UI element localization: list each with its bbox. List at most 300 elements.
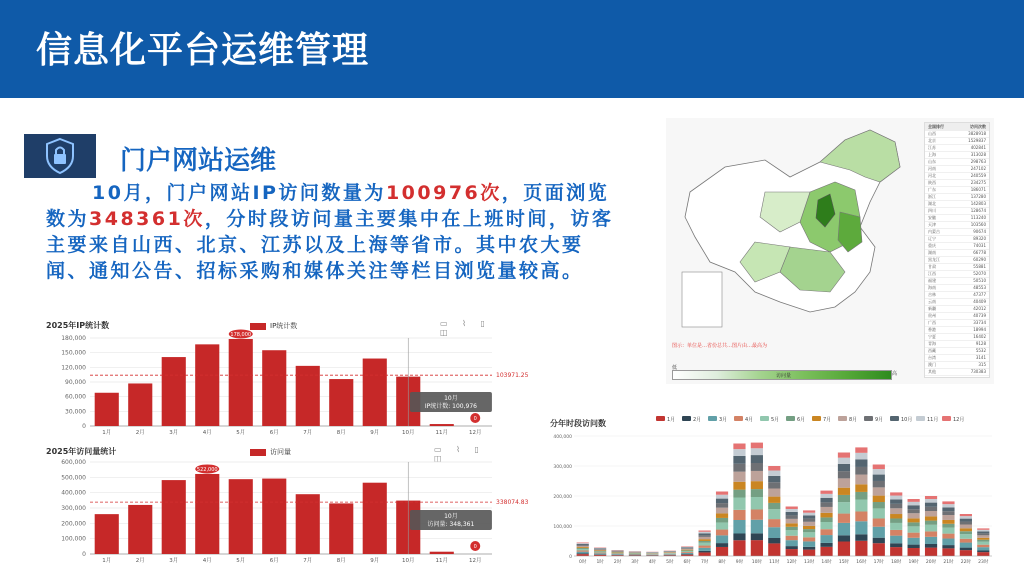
stack-segment[interactable] <box>960 550 972 556</box>
stack-segment[interactable] <box>925 525 937 532</box>
stack-segment[interactable] <box>664 554 676 555</box>
stack-segment[interactable] <box>681 551 693 552</box>
stack-segment[interactable] <box>594 554 606 555</box>
stack-segment[interactable] <box>803 526 815 529</box>
stack-segment[interactable] <box>786 519 798 523</box>
stack-segment[interactable] <box>908 499 920 502</box>
y-tick-label: 30,000 <box>65 408 86 416</box>
stack-segment[interactable] <box>873 475 885 481</box>
stack-segment[interactable] <box>716 530 728 536</box>
stack-segment[interactable] <box>960 539 972 543</box>
stack-segment[interactable] <box>855 453 867 460</box>
stack-segment[interactable] <box>908 502 920 505</box>
stack-segment[interactable] <box>820 535 832 543</box>
stack-segment[interactable] <box>977 530 989 532</box>
stack-segment[interactable] <box>716 547 728 556</box>
stack-segment[interactable] <box>820 517 832 522</box>
stack-segment[interactable] <box>716 535 728 543</box>
stack-segment[interactable] <box>786 530 798 535</box>
stack-segment[interactable] <box>768 543 780 556</box>
stack-segment[interactable] <box>960 548 972 551</box>
stack-segment[interactable] <box>925 516 937 520</box>
stack-segment[interactable] <box>873 508 885 518</box>
bar[interactable] <box>296 494 320 554</box>
bar[interactable] <box>363 359 387 426</box>
stack-segment[interactable] <box>890 547 902 556</box>
stack-segment[interactable] <box>977 552 989 556</box>
stack-segment[interactable] <box>855 500 867 512</box>
stack-segment[interactable] <box>577 544 589 545</box>
stack-segment[interactable] <box>925 531 937 536</box>
bar[interactable] <box>430 552 454 554</box>
stack-segment[interactable] <box>925 537 937 544</box>
stack-segment[interactable] <box>942 520 954 524</box>
stack-segment[interactable] <box>699 548 711 551</box>
stack-segment[interactable] <box>838 478 850 487</box>
stack-segment[interactable] <box>942 534 954 539</box>
stack-segment[interactable] <box>733 444 745 450</box>
stack-segment[interactable] <box>629 554 641 555</box>
stack-segment[interactable] <box>768 489 780 497</box>
stack-segment[interactable] <box>577 548 589 549</box>
legend-swatch[interactable] <box>708 416 717 421</box>
stack-segment[interactable] <box>855 521 867 534</box>
stack-segment[interactable] <box>960 519 972 522</box>
stack-segment[interactable] <box>681 550 693 551</box>
y-tick-label: 180,000 <box>61 335 86 342</box>
stack-segment[interactable] <box>577 543 589 544</box>
stack-segment[interactable] <box>699 535 711 537</box>
stack-segment[interactable] <box>803 510 815 512</box>
stack-segment[interactable] <box>838 471 850 478</box>
stack-segment[interactable] <box>855 459 867 467</box>
stack-segment[interactable] <box>733 490 745 498</box>
stack-segment[interactable] <box>594 551 606 552</box>
stack-segment[interactable] <box>594 552 606 553</box>
stack-segment[interactable] <box>786 507 798 509</box>
legend-swatch[interactable] <box>812 416 821 421</box>
stack-segment[interactable] <box>594 553 606 554</box>
ranking-visits: 66778 <box>973 250 986 255</box>
stack-segment[interactable] <box>577 549 589 550</box>
stack-segment[interactable] <box>786 546 798 549</box>
stack-segment[interactable] <box>733 520 745 534</box>
stack-segment[interactable] <box>751 540 763 556</box>
stack-segment[interactable] <box>751 481 763 489</box>
x-tick-label: 12月 <box>469 430 482 436</box>
stack-segment[interactable] <box>768 527 780 538</box>
stack-segment[interactable] <box>733 498 745 510</box>
stack-segment[interactable] <box>577 546 589 547</box>
stack-segment[interactable] <box>873 527 885 538</box>
stack-segment[interactable] <box>855 447 867 452</box>
stack-segment[interactable] <box>960 514 972 516</box>
stack-segment[interactable] <box>873 487 885 495</box>
stack-segment[interactable] <box>577 543 589 544</box>
stack-segment[interactable] <box>960 516 972 519</box>
stack-segment[interactable] <box>803 537 815 541</box>
stack-segment[interactable] <box>786 523 798 526</box>
stack-segment[interactable] <box>977 550 989 552</box>
stack-segment[interactable] <box>942 501 954 504</box>
stack-segment[interactable] <box>751 533 763 540</box>
stack-segment[interactable] <box>838 458 850 464</box>
stack-segment[interactable] <box>803 541 815 546</box>
stack-segment[interactable] <box>629 554 641 555</box>
bar[interactable] <box>95 393 119 426</box>
stack-segment[interactable] <box>699 533 711 535</box>
stack-segment[interactable] <box>925 548 937 556</box>
stack-segment[interactable] <box>803 519 815 522</box>
stack-segment[interactable] <box>890 499 902 503</box>
stack-segment[interactable] <box>716 503 728 508</box>
stack-segment[interactable] <box>577 547 589 548</box>
stack-segment[interactable] <box>699 541 711 543</box>
stack-segment[interactable] <box>716 492 728 495</box>
stack-segment[interactable] <box>838 542 850 556</box>
stack-segment[interactable] <box>925 507 937 511</box>
stack-segment[interactable] <box>768 519 780 527</box>
stack-segment[interactable] <box>908 505 920 509</box>
stack-segment[interactable] <box>716 518 728 523</box>
ranking-row <box>925 208 989 215</box>
stack-segment[interactable] <box>768 466 780 471</box>
stack-segment[interactable] <box>977 531 989 533</box>
x-tick-label: 1月 <box>102 430 112 436</box>
stack-segment[interactable] <box>786 509 798 512</box>
stack-segment[interactable] <box>942 539 954 546</box>
stack-segment[interactable] <box>716 495 728 499</box>
stack-segment[interactable] <box>681 550 693 551</box>
stack-segment[interactable] <box>960 543 972 548</box>
stack-segment[interactable] <box>577 550 589 551</box>
legend-swatch[interactable] <box>864 416 873 421</box>
stack-segment[interactable] <box>977 538 989 540</box>
stack-segment[interactable] <box>960 522 972 525</box>
stack-segment[interactable] <box>855 534 867 541</box>
chart-toolbox[interactable]: ▭ ⌇ ▯ ◫ <box>440 319 491 337</box>
stack-segment[interactable] <box>751 463 763 471</box>
stack-segment[interactable] <box>681 554 693 555</box>
bar[interactable] <box>162 480 186 554</box>
stack-segment[interactable] <box>908 533 920 538</box>
stack-segment[interactable] <box>838 523 850 535</box>
stack-segment[interactable] <box>699 546 711 548</box>
legend-swatch[interactable] <box>838 416 847 421</box>
stack-segment[interactable] <box>820 547 832 556</box>
stack-segment[interactable] <box>838 535 850 541</box>
stack-segment[interactable] <box>681 547 693 548</box>
stack-segment[interactable] <box>786 515 798 518</box>
stack-segment[interactable] <box>699 552 711 556</box>
bar[interactable] <box>229 479 253 554</box>
stack-segment[interactable] <box>890 492 902 495</box>
stack-segment[interactable] <box>855 467 867 475</box>
stack-segment[interactable] <box>820 502 832 507</box>
stack-segment[interactable] <box>733 482 745 490</box>
stack-segment[interactable] <box>977 547 989 550</box>
x-tick-label: 4月 <box>202 558 212 564</box>
ranking-table-header <box>925 123 989 131</box>
stack-segment[interactable] <box>803 529 815 532</box>
legend-swatch[interactable] <box>682 416 691 421</box>
stack-segment[interactable] <box>611 554 623 555</box>
stack-segment[interactable] <box>786 540 798 546</box>
stack-segment[interactable] <box>960 528 972 531</box>
stack-segment[interactable] <box>855 484 867 492</box>
stack-segment[interactable] <box>855 475 867 485</box>
stack-segment[interactable] <box>873 469 885 474</box>
stack-segment[interactable] <box>594 548 606 549</box>
stack-segment[interactable] <box>751 443 763 449</box>
stack-segment[interactable] <box>681 548 693 549</box>
legend-label: 4月 <box>745 417 754 423</box>
stack-segment[interactable] <box>855 511 867 521</box>
stack-segment[interactable] <box>890 523 902 530</box>
stack-segment[interactable] <box>942 507 954 511</box>
legend-swatch[interactable] <box>786 416 795 421</box>
bar[interactable] <box>430 424 454 426</box>
stack-segment[interactable] <box>942 504 954 507</box>
stack-segment[interactable] <box>733 534 745 541</box>
stack-segment[interactable] <box>925 544 937 548</box>
stack-segment[interactable] <box>716 522 728 529</box>
stack-segment[interactable] <box>733 464 745 472</box>
stack-segment[interactable] <box>577 545 589 546</box>
stack-segment[interactable] <box>803 547 815 550</box>
bar[interactable] <box>95 514 119 554</box>
stack-segment[interactable] <box>768 503 780 509</box>
bar[interactable] <box>262 350 286 426</box>
stack-segment[interactable] <box>977 540 989 542</box>
stack-segment[interactable] <box>611 552 623 553</box>
max-marker-label: 522,000 <box>196 466 218 473</box>
stack-segment[interactable] <box>873 518 885 526</box>
stack-segment[interactable] <box>699 532 711 534</box>
stack-segment[interactable] <box>873 543 885 556</box>
stack-segment[interactable] <box>716 499 728 504</box>
stack-segment[interactable] <box>786 512 798 515</box>
stack-segment[interactable] <box>855 492 867 500</box>
stack-segment[interactable] <box>768 509 780 519</box>
stack-segment[interactable] <box>942 524 954 528</box>
stack-segment[interactable] <box>838 488 850 495</box>
stack-segment[interactable] <box>925 521 937 525</box>
stack-segment[interactable] <box>751 471 763 481</box>
stack-segment[interactable] <box>751 489 763 497</box>
stack-segment[interactable] <box>751 510 763 520</box>
stack-segment[interactable] <box>890 536 902 544</box>
stack-segment[interactable] <box>908 513 920 518</box>
stack-segment[interactable] <box>768 476 780 482</box>
stack-segment[interactable] <box>820 513 832 518</box>
stack-segment[interactable] <box>925 511 937 516</box>
stack-segment[interactable] <box>942 515 954 520</box>
stack-segment[interactable] <box>664 553 676 554</box>
stack-segment[interactable] <box>699 543 711 546</box>
stack-segment[interactable] <box>890 514 902 518</box>
stack-segment[interactable] <box>786 549 798 556</box>
stack-segment[interactable] <box>977 533 989 535</box>
bar[interactable] <box>262 479 286 554</box>
ranking-province: 内蒙古 <box>928 229 940 234</box>
stack-segment[interactable] <box>873 502 885 508</box>
stack-segment[interactable] <box>716 508 728 514</box>
stack-segment[interactable] <box>751 497 763 509</box>
stack-segment[interactable] <box>751 455 763 463</box>
stack-segment[interactable] <box>820 491 832 494</box>
stack-segment[interactable] <box>768 471 780 476</box>
bar[interactable] <box>363 483 387 554</box>
stack-segment[interactable] <box>646 555 658 556</box>
stack-segment[interactable] <box>942 548 954 556</box>
stack-segment[interactable] <box>890 508 902 514</box>
stack-segment[interactable] <box>786 536 798 540</box>
stack-segment[interactable] <box>803 532 815 537</box>
stack-segment[interactable] <box>594 550 606 551</box>
stack-segment[interactable] <box>733 449 745 456</box>
bar[interactable] <box>229 339 253 426</box>
stack-segment[interactable] <box>594 549 606 550</box>
stack-segment[interactable] <box>611 553 623 554</box>
ranking-visits: 240559 <box>970 173 986 178</box>
stack-segment[interactable] <box>908 509 920 513</box>
stack-segment[interactable] <box>942 511 954 515</box>
stack-segment[interactable] <box>925 503 937 507</box>
stack-segment[interactable] <box>699 531 711 532</box>
stack-segment[interactable] <box>681 547 693 548</box>
stack-segment[interactable] <box>611 554 623 555</box>
ranking-province: 河北 <box>928 173 936 178</box>
stack-segment[interactable] <box>594 550 606 551</box>
legend-label: 2月 <box>693 417 702 423</box>
stack-segment[interactable] <box>977 545 989 547</box>
stack-segment[interactable] <box>699 537 711 539</box>
chart-toolbox[interactable]: ▭ ⌇ ▯ ◫ <box>434 445 485 463</box>
legend-swatch[interactable] <box>890 416 899 421</box>
legend-swatch[interactable] <box>942 416 951 421</box>
stack-segment[interactable] <box>942 545 954 548</box>
stack-segment[interactable] <box>890 504 902 508</box>
bar[interactable] <box>195 474 219 554</box>
stack-segment[interactable] <box>803 515 815 518</box>
stack-segment[interactable] <box>699 551 711 553</box>
stack-segment[interactable] <box>820 498 832 503</box>
stack-segment[interactable] <box>977 542 989 545</box>
x-tick-label: 2时 <box>613 560 622 565</box>
stack-segment[interactable] <box>838 464 850 471</box>
stack-segment[interactable] <box>925 499 937 503</box>
stack-segment[interactable] <box>733 540 745 556</box>
ranking-province: 贵州 <box>928 313 936 318</box>
bar[interactable] <box>195 344 219 426</box>
stack-segment[interactable] <box>873 481 885 487</box>
stack-segment[interactable] <box>855 541 867 556</box>
stack-segment[interactable] <box>908 545 920 548</box>
stack-segment[interactable] <box>681 553 693 554</box>
stack-segment[interactable] <box>838 514 850 523</box>
stack-segment[interactable] <box>960 525 972 529</box>
stack-segment[interactable] <box>942 528 954 534</box>
stack-segment[interactable] <box>681 549 693 550</box>
stack-segment[interactable] <box>803 522 815 526</box>
stack-segment[interactable] <box>716 513 728 518</box>
stack-segment[interactable] <box>873 465 885 470</box>
stack-segment[interactable] <box>838 495 850 502</box>
stack-segment[interactable] <box>733 472 745 482</box>
stack-segment[interactable] <box>820 529 832 535</box>
china-map-icon[interactable] <box>670 122 920 342</box>
stack-segment[interactable] <box>890 518 902 522</box>
stack-segment[interactable] <box>733 456 745 464</box>
stack-segment[interactable] <box>786 527 798 530</box>
bar[interactable] <box>128 505 152 554</box>
stack-segment[interactable] <box>908 538 920 545</box>
legend-swatch[interactable] <box>916 416 925 421</box>
ranking-visits: 40409 <box>973 299 986 304</box>
stack-segment[interactable] <box>768 497 780 503</box>
stack-segment[interactable] <box>873 496 885 502</box>
stack-segment[interactable] <box>960 531 972 534</box>
stack-segment[interactable] <box>820 522 832 529</box>
stack-segment[interactable] <box>751 448 763 455</box>
ranking-province: 四川 <box>928 208 936 213</box>
ranking-visits: 137280 <box>970 194 986 199</box>
stack-segment[interactable] <box>908 522 920 526</box>
x-tick-label: 6月 <box>269 558 279 564</box>
stack-segment[interactable] <box>925 496 937 499</box>
stack-segment[interactable] <box>908 518 920 522</box>
stack-segment[interactable] <box>733 510 745 520</box>
stack-segment[interactable] <box>751 520 763 534</box>
stack-segment[interactable] <box>594 549 606 550</box>
bar[interactable] <box>162 357 186 426</box>
stack-segment[interactable] <box>820 543 832 547</box>
stack-segment[interactable] <box>803 513 815 516</box>
bar[interactable] <box>128 383 152 426</box>
stack-segment[interactable] <box>908 526 920 532</box>
stack-segment[interactable] <box>803 550 815 556</box>
stack-segment[interactable] <box>890 530 902 536</box>
bar[interactable] <box>329 503 353 554</box>
stack-segment[interactable] <box>594 553 606 554</box>
stack-segment[interactable] <box>820 494 832 498</box>
stack-segment[interactable] <box>768 538 780 543</box>
stack-segment[interactable] <box>908 548 920 556</box>
stack-segment[interactable] <box>699 539 711 541</box>
stack-segment[interactable] <box>873 538 885 543</box>
bar[interactable] <box>329 379 353 426</box>
stack-segment[interactable] <box>681 552 693 553</box>
ranking-row <box>925 278 989 285</box>
stack-segment[interactable] <box>977 528 989 529</box>
stack-segment[interactable] <box>577 553 589 554</box>
stack-segment[interactable] <box>577 552 589 554</box>
stack-segment[interactable] <box>716 543 728 547</box>
stack-segment[interactable] <box>838 502 850 513</box>
stack-segment[interactable] <box>890 496 902 500</box>
legend-swatch[interactable] <box>734 416 743 421</box>
stack-segment[interactable] <box>820 507 832 513</box>
legend-swatch[interactable] <box>760 416 769 421</box>
stack-segment[interactable] <box>890 543 902 547</box>
stack-segment[interactable] <box>960 534 972 539</box>
max-marker-label: 178,000 <box>230 331 252 338</box>
legend-swatch[interactable] <box>656 416 665 421</box>
stack-segment[interactable] <box>768 482 780 488</box>
stack-segment[interactable] <box>977 535 989 537</box>
stack-segment[interactable] <box>838 453 850 458</box>
